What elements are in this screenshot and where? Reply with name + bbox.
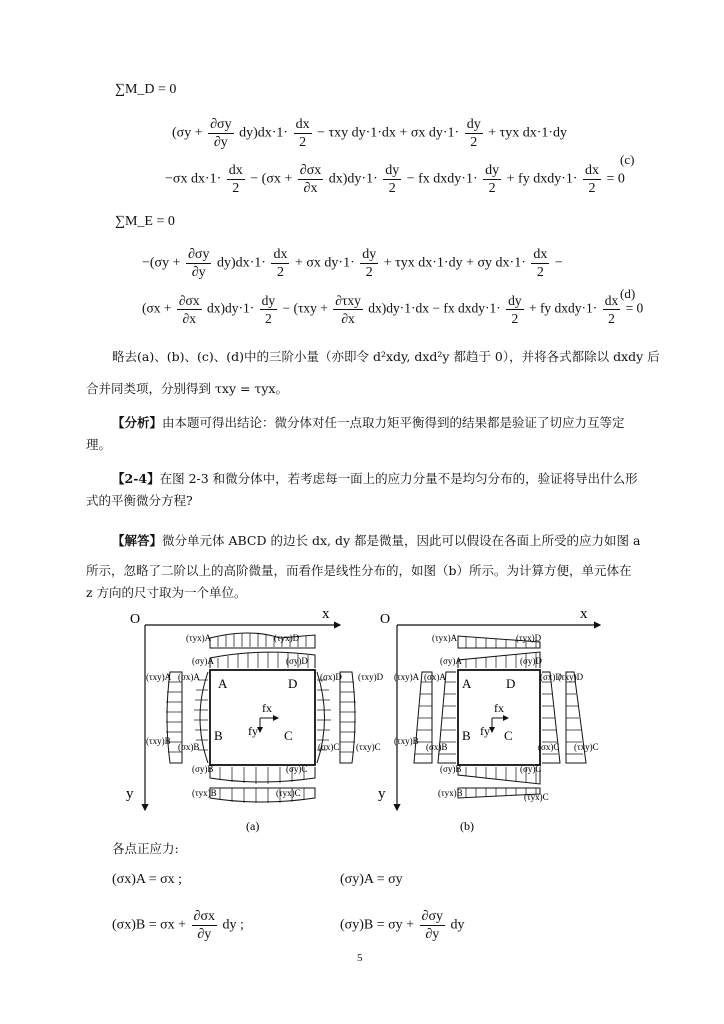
origin-label: O <box>380 612 391 627</box>
denominator: ∂x <box>303 181 318 196</box>
paragraph-1-line-2: 合并同类项，分别得到 τxy = τyx。 <box>86 381 288 396</box>
eq-text: dx)dy·1·dx − fx dxdy·1· <box>368 300 501 316</box>
denominator: 2 <box>276 265 284 280</box>
eq-sx-b <box>112 908 244 943</box>
eq-text: = 0 <box>625 300 644 316</box>
eq-text: − τxy dy·1·dx + σx dy·1· <box>317 125 460 141</box>
paragraph-5: 各点正应力: <box>112 841 179 856</box>
label-tyx-c: (τyx)C <box>276 788 301 798</box>
eq-text: dx)dy·1· <box>328 171 378 187</box>
numerator: ∂σx <box>178 293 200 308</box>
label-sy-c: (σy)C <box>520 764 542 774</box>
denominator: 2 <box>365 265 373 280</box>
figure-b-caption: (b) <box>460 819 474 833</box>
numerator: dy <box>261 293 276 308</box>
numerator: dy <box>485 163 500 178</box>
y-axis-label: y <box>378 786 386 802</box>
paragraph-4-line-1 <box>112 532 640 550</box>
x-axis-label: x <box>322 606 330 622</box>
fx-label: fx <box>494 701 504 715</box>
numerator: dy <box>466 117 481 132</box>
eq-text: (σx)B = σx + <box>112 917 187 933</box>
fraction <box>420 908 445 943</box>
fraction <box>177 292 202 327</box>
paragraph-1-line-1: 略去(a)、(b)、(c)、(d)中的三阶小量（亦即令 d²xdy, dxd²y 都趋于 0），并将各式都除以 dxdy 后 <box>112 349 660 364</box>
eq-text: − (τxy + <box>282 300 328 316</box>
paragraph-text: 微分单元体 ABCD 的边长 dx, dy 都是微量，因此可以假设在各面上所受的应力如图 a <box>162 533 641 548</box>
paragraph-2-line-2: 理。 <box>86 437 112 452</box>
sum-md-equation: ∑M_D = 0 <box>115 82 177 97</box>
denominator: 2 <box>511 311 519 326</box>
fraction <box>294 116 312 151</box>
fraction <box>298 162 323 197</box>
numerator: ∂σy <box>421 909 444 924</box>
figure-a-caption: (a) <box>246 819 260 833</box>
numerator: dx <box>604 293 619 308</box>
fy-label: fy <box>480 724 490 738</box>
fraction <box>260 292 278 327</box>
left-normal-arrows <box>194 680 208 750</box>
fraction <box>583 162 601 197</box>
point-b: B <box>214 728 223 743</box>
fraction <box>360 246 378 281</box>
label-txy-a: (τxy)A <box>146 672 172 682</box>
paragraph-4-line-3: z 方向的尺寸取为一个单位。 <box>86 585 247 600</box>
denominator: ∂y <box>213 135 228 150</box>
label-sx-d: (σx)D <box>540 672 562 682</box>
label-txy-b: (τxy)B <box>146 736 171 746</box>
eq-text: (σx + <box>142 300 172 316</box>
denominator: 2 <box>232 181 240 196</box>
label-tyx-a: (τyx)A <box>186 633 212 643</box>
label-sx-b: (σx)B <box>426 742 448 752</box>
problem-heading: 【2-4】 <box>112 471 160 486</box>
point-c: C <box>504 728 513 743</box>
equation-tag-c: (c) <box>620 152 635 167</box>
label-sy-b: (σy)B <box>440 764 462 774</box>
equation-d-line-1 <box>142 246 563 281</box>
denominator: ∂x <box>341 311 355 326</box>
numerator: dx <box>585 163 600 178</box>
numerator: ∂τxy <box>335 293 361 308</box>
numerator: dy <box>508 293 522 308</box>
eq-text: + σx dy·1· <box>294 255 355 271</box>
numerator: ∂σy <box>210 117 232 132</box>
eq-text: (σy)B = σy + <box>340 917 415 933</box>
fx-label: fx <box>262 701 272 715</box>
label-txy-b: (τxy)B <box>394 736 419 746</box>
denominator: 2 <box>588 181 596 196</box>
paragraph-3-line-2: 式的平衡微分方程? <box>86 493 193 508</box>
fraction <box>333 292 363 327</box>
label-txy-d: (τxy)D <box>358 672 384 682</box>
fraction <box>186 246 211 281</box>
fraction <box>506 292 524 327</box>
eq-text: + fy dxdy·1· <box>528 300 598 316</box>
denominator: 2 <box>470 135 478 150</box>
denominator: 2 <box>536 265 544 280</box>
sum-me-equation: ∑M_E = 0 <box>115 214 175 229</box>
label-sx-a: (σx)A <box>424 672 446 682</box>
fy-label: fy <box>248 724 258 738</box>
eq-text: −σx dx·1· <box>165 171 222 187</box>
denominator: ∂y <box>425 927 440 942</box>
eq-text: dy <box>450 917 465 933</box>
paragraph-text: 在图 2-3 和微分体中，若考虑每一面上的应力分量不是均匀分布的，验证将导出什么形 <box>159 471 638 486</box>
label-sx-c: (σx)C <box>318 742 340 752</box>
origin-label: O <box>130 612 141 627</box>
numerator: dx <box>228 163 243 178</box>
denominator: ∂y <box>197 927 212 942</box>
denominator: 2 <box>299 135 307 150</box>
point-a: A <box>218 676 228 691</box>
numerator: ∂σy <box>188 247 210 262</box>
figure-b <box>378 606 600 833</box>
label-sy-b: (σy)B <box>192 764 214 774</box>
eq-text: dx)dy·1· <box>206 300 255 316</box>
paragraph-text: 由本题可得出结论：微分体对任一点取力矩平衡得到的结果都是验证了切应力互等定 <box>162 415 625 430</box>
right-shear-distribution <box>340 672 355 763</box>
numerator: ∂σx <box>299 163 322 178</box>
label-sx-b: (σx)B <box>178 742 200 752</box>
eq-text: dy)dx·1· <box>216 255 266 271</box>
figure-a <box>126 606 384 833</box>
page-number: 5 <box>357 952 363 964</box>
denominator: ∂x <box>182 311 196 326</box>
point-a: A <box>462 676 472 691</box>
y-axis-label: y <box>126 786 134 802</box>
paragraph-4-line-2: 所示，忽略了二阶以上的高阶微量，而看作是线性分布的，如图（b）所示。为计算方便，单元体在 <box>86 563 632 578</box>
label-sy-d: (σy)D <box>520 656 542 666</box>
fraction <box>383 162 401 197</box>
denominator: 2 <box>264 311 272 326</box>
eq-text: (σy + <box>172 125 203 141</box>
denominator: ∂y <box>191 265 206 280</box>
fraction <box>603 292 621 327</box>
stress-element-figures <box>100 600 620 838</box>
label-tyx-b: (τyx)B <box>192 788 217 798</box>
point-b: B <box>462 728 471 743</box>
eq-text: −(σy + <box>142 255 181 271</box>
point-d: D <box>288 676 298 691</box>
label-tyx-d: (τyx)D <box>274 633 300 643</box>
label-txy-c: (τxy)C <box>574 742 599 752</box>
x-axis-label: x <box>580 606 588 622</box>
label-txy-d: (τxy)D <box>558 672 584 682</box>
numerator: dy <box>385 163 400 178</box>
fraction <box>227 162 245 197</box>
fraction <box>208 116 233 151</box>
label-tyx-a: (τyx)A <box>432 633 458 643</box>
label-sy-d: (σy)D <box>286 656 308 666</box>
denominator: 2 <box>608 311 615 326</box>
equation-d-line-2 <box>142 292 643 327</box>
denominator: 2 <box>388 181 396 196</box>
equation-c-line-2 <box>165 162 625 197</box>
label-txy-a: (τxy)A <box>394 672 420 682</box>
label-sx-d: (σx)D <box>320 672 342 682</box>
fraction <box>271 246 289 281</box>
label-tyx-d: (τyx)D <box>516 633 542 643</box>
eq-text: − (σx + <box>250 171 293 187</box>
label-sy-c: (σy)C <box>286 764 308 774</box>
fraction <box>192 908 217 943</box>
analysis-heading: 【分析】 <box>112 415 163 430</box>
fraction <box>465 116 483 151</box>
eq-text: − <box>554 255 563 271</box>
eq-text: + τyx dx·1·dy + σy dx·1· <box>383 255 526 271</box>
denominator: 2 <box>488 181 496 196</box>
eq-text: dy ; <box>222 917 244 933</box>
eq-text: = 0 <box>606 171 625 187</box>
left-normal-distribution <box>200 672 208 763</box>
paragraph-2-line-1 <box>112 414 625 432</box>
point-d: D <box>506 676 516 691</box>
numerator: dx <box>295 117 310 132</box>
label-tyx-c: (τyx)C <box>524 792 549 802</box>
label-txy-c: (τxy)C <box>356 742 381 752</box>
label-tyx-b: (τyx)B <box>438 788 463 798</box>
eq-text: + τyx dx·1·dy <box>488 125 568 141</box>
numerator: ∂σx <box>193 909 216 924</box>
numerator: dy <box>362 247 377 262</box>
eq-sy-b <box>340 908 465 943</box>
numerator: dx <box>273 247 288 262</box>
eq-sy-a: (σy)A = σy <box>340 872 403 887</box>
eq-text: dy)dx·1· <box>239 125 289 141</box>
equation-c-line-1 <box>172 116 567 151</box>
label-sx-a: (σx)A <box>178 672 200 682</box>
eq-sx-a: (σx)A = σx ; <box>112 872 183 887</box>
point-c: C <box>284 728 293 743</box>
label-sy-a: (σy)A <box>192 656 214 666</box>
eq-text: + fy dxdy·1· <box>506 171 578 187</box>
numerator: dx <box>533 247 548 262</box>
eq-text: − fx dxdy·1· <box>406 171 478 187</box>
answer-heading: 【解答】 <box>112 533 163 548</box>
equation-tag-d: (d) <box>620 286 636 301</box>
label-sx-c: (σx)C <box>538 742 560 752</box>
fraction <box>483 162 501 197</box>
label-sy-a: (σy)A <box>440 656 462 666</box>
fraction <box>531 246 549 281</box>
paragraph-3-line-1 <box>112 470 638 488</box>
